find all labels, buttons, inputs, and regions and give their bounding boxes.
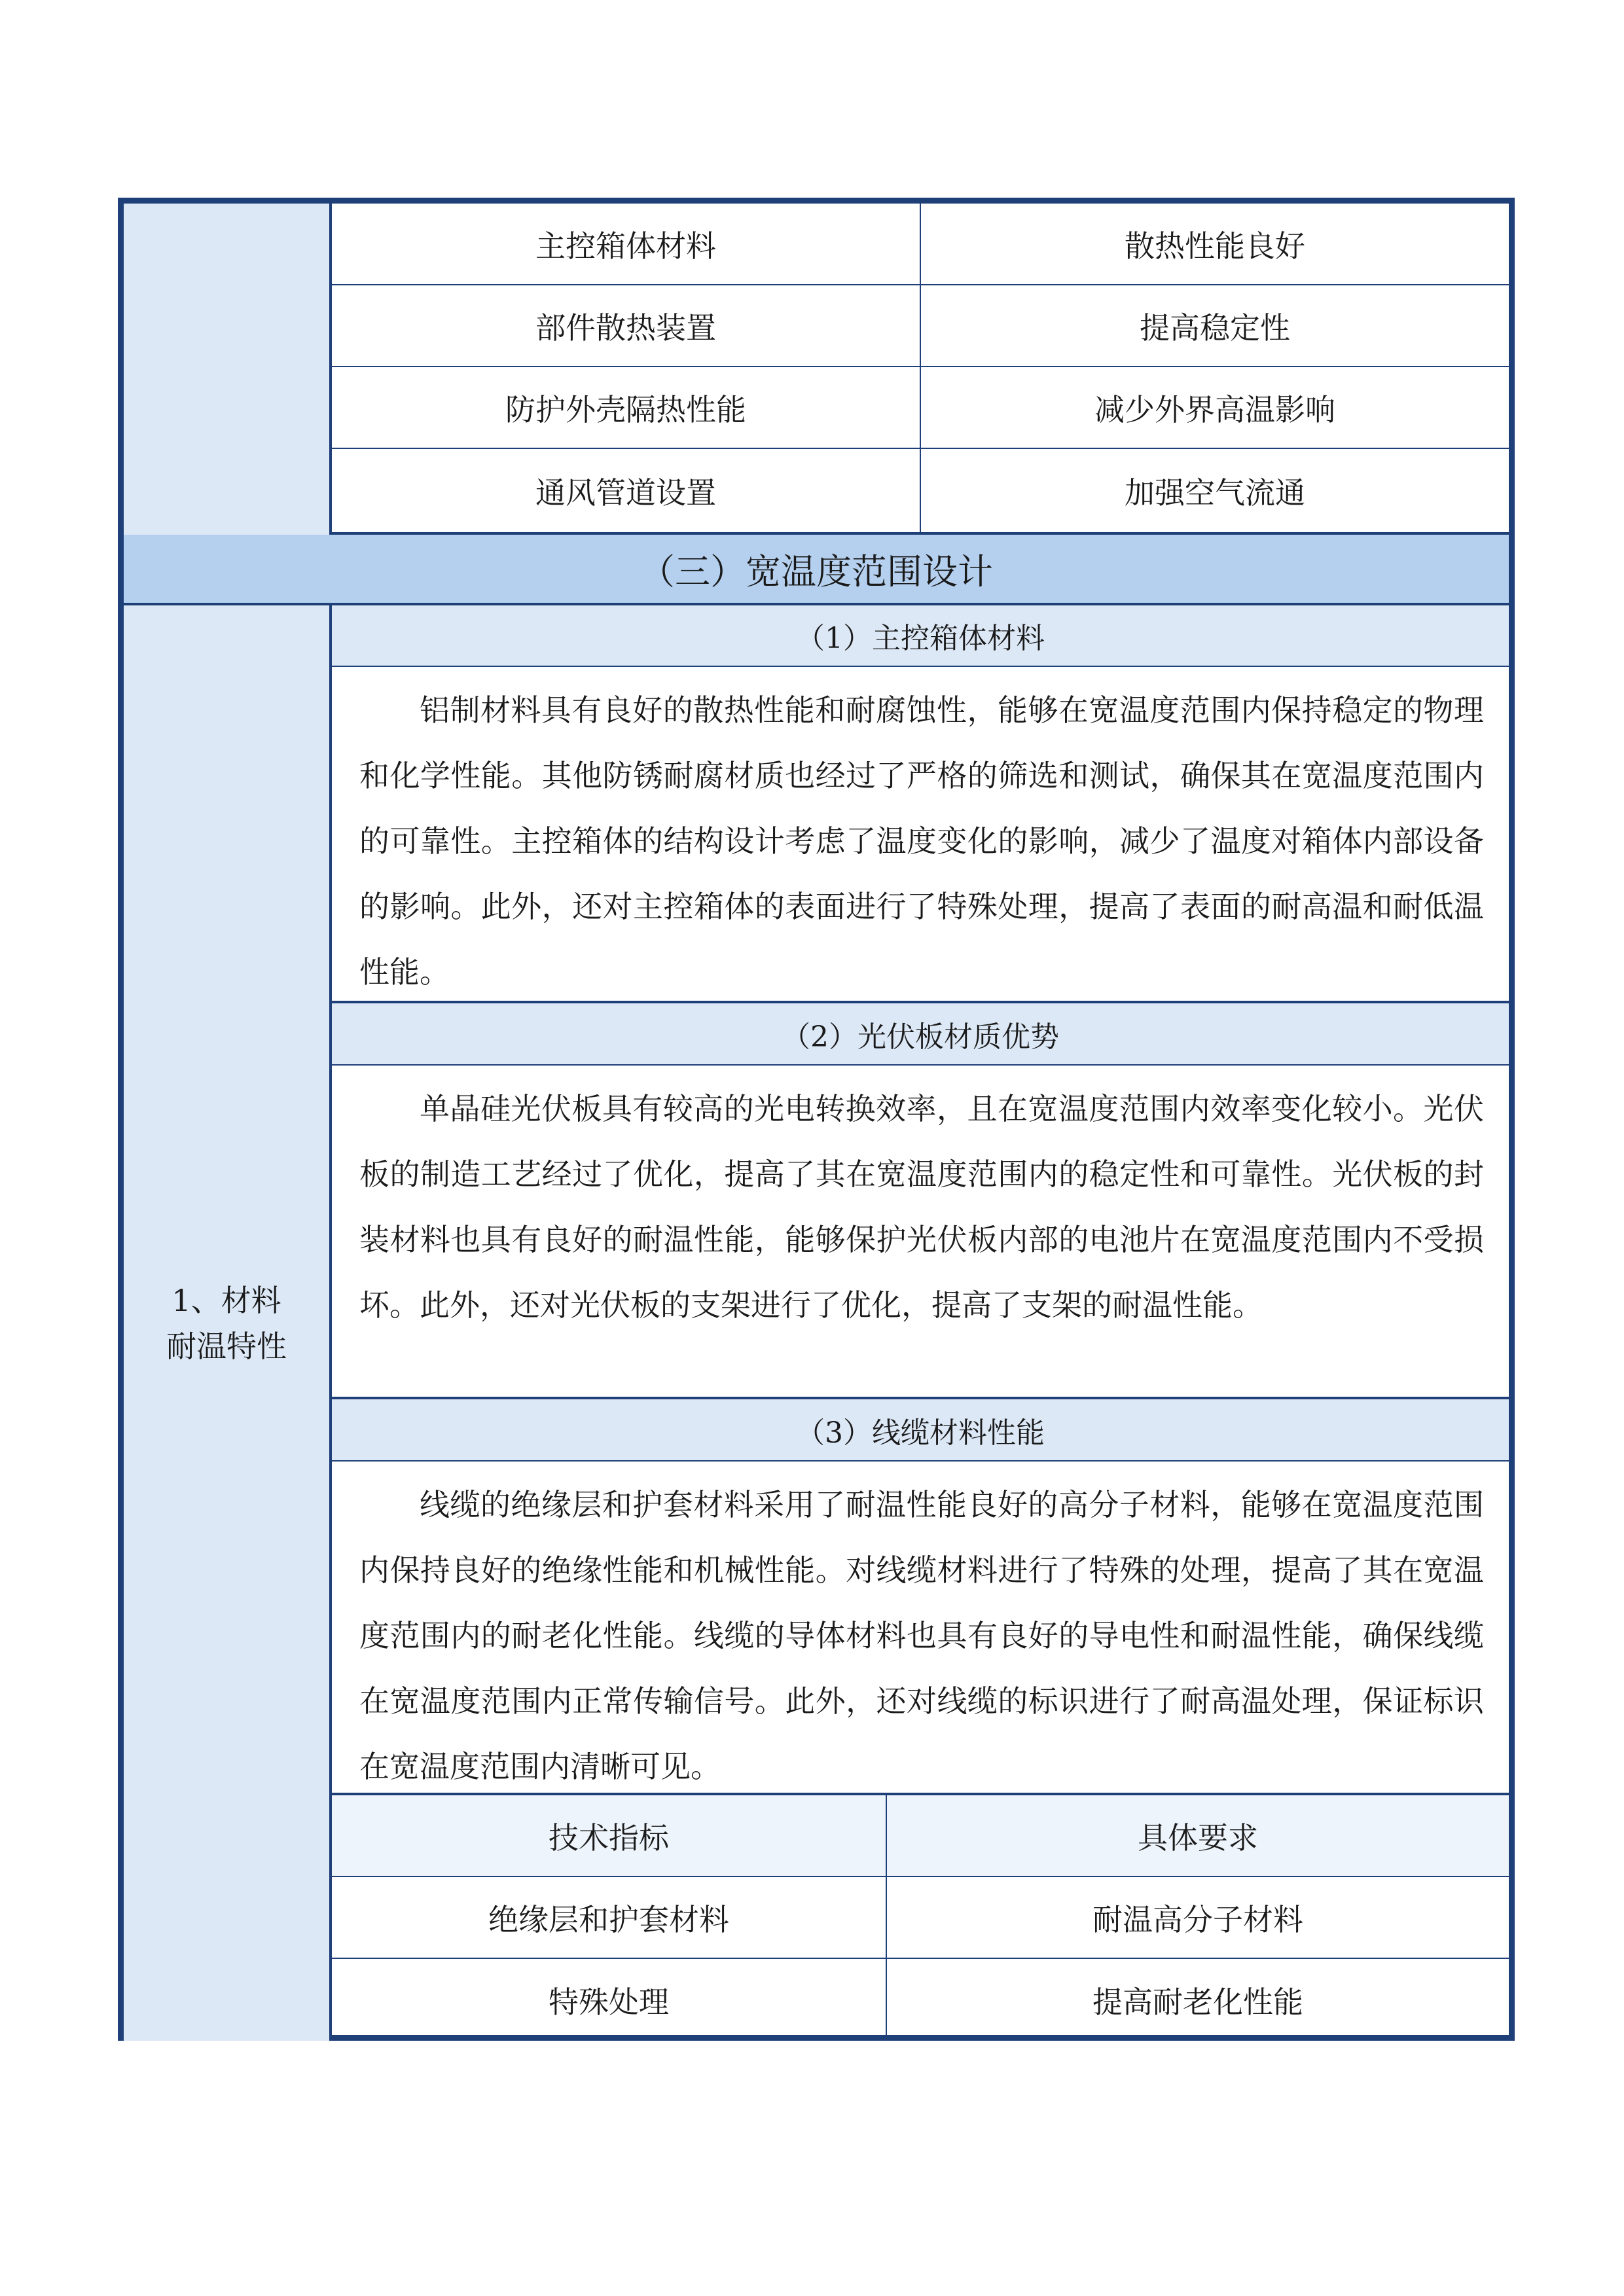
left-column-cell-top: [124, 204, 332, 535]
table-cell: 绝缘层和护套材料: [332, 1877, 887, 1958]
table-row: [332, 1877, 1509, 1959]
table-cell: 防护外壳隔热性能: [332, 367, 921, 448]
table-row: [332, 449, 1509, 535]
subsection-body: 铝制材料具有良好的散热性能和耐腐蚀性，能够在宽温度范围内保持稳定的物理和化学性能。其他防锈耐腐材质也经过了严格的筛选和测试，确保其在宽温度范围内的可靠性。主控箱体的结构设计考虑了温度变化的影响，减少了温度对箱体内部设备的影响。此外，还对主控箱体的表面进行了特殊处理，提高了表面的耐高温和耐低温性能。: [332, 667, 1509, 1003]
table-row: [332, 204, 1509, 285]
table-cell: 加强空气流通: [1125, 475, 1305, 511]
row-label: 1、材料耐温特性: [166, 1282, 287, 1364]
subsection-body: 线缆的绝缘层和护套材料采用了耐温性能良好的高分子材料，能够在宽温度范围内保持良好的绝缘性能和机械性能。对线缆材料进行了特殊的处理，提高了其在宽温度范围内的耐老化性能。线缆的导体材料也具有良好的导电性和耐温性能，确保线缆在宽温度范围内正常传输信号。此外，还对线缆的标识进行了耐高温处理，保证标识在宽温度范围内清晰可见。: [332, 1462, 1509, 1795]
table-header-row: [332, 1795, 1509, 1877]
left-column-cell: [124, 605, 332, 2041]
table-cell: 散热性能良好: [1125, 228, 1305, 264]
subsection-body: 单晶硅光伏板具有较高的光电转换效率，且在宽温度范围内效率变化较小。光伏板的制造工艺经过了优化，提高了其在宽温度范围内的稳定性和可靠性。光伏板的封装材料也具有良好的耐温性能，能够保护光伏板内部的电池片在宽温度范围内不受损坏。此外，还对光伏板的支架进行了优化，提高了支架的耐温性能。: [332, 1066, 1509, 1399]
table-row: [332, 1959, 1509, 2041]
table-cell: 通风管道设置: [332, 449, 921, 532]
subsection-heading: （2）光伏板材质优势: [332, 1003, 1509, 1066]
table-cell: 耐温高分子材料: [1092, 1901, 1303, 1937]
top-spec-table: [332, 204, 1509, 535]
table-header-cell: 技术指标: [332, 1795, 887, 1876]
table-cell: 提高稳定性: [1140, 310, 1290, 346]
table-row: [332, 367, 1509, 449]
subsection-heading: （3）线缆材料性能: [332, 1399, 1509, 1462]
section-banner: （三）宽温度范围设计: [124, 535, 1509, 605]
table-cell: 特殊处理: [332, 1959, 887, 2041]
table-cell: 提高耐老化性能: [1092, 1984, 1303, 2020]
bottom-spec-table: [332, 1795, 1509, 2041]
table-cell: 主控箱体材料: [332, 204, 921, 284]
table-row: [332, 285, 1509, 367]
document-table: [118, 198, 1515, 2041]
table-cell: 减少外界高温影响: [1094, 391, 1335, 427]
subsection-heading: （1）主控箱体材料: [332, 605, 1509, 667]
table-header-cell: 具体要求: [887, 1795, 1509, 1876]
table-cell: 部件散热装置: [332, 285, 921, 366]
